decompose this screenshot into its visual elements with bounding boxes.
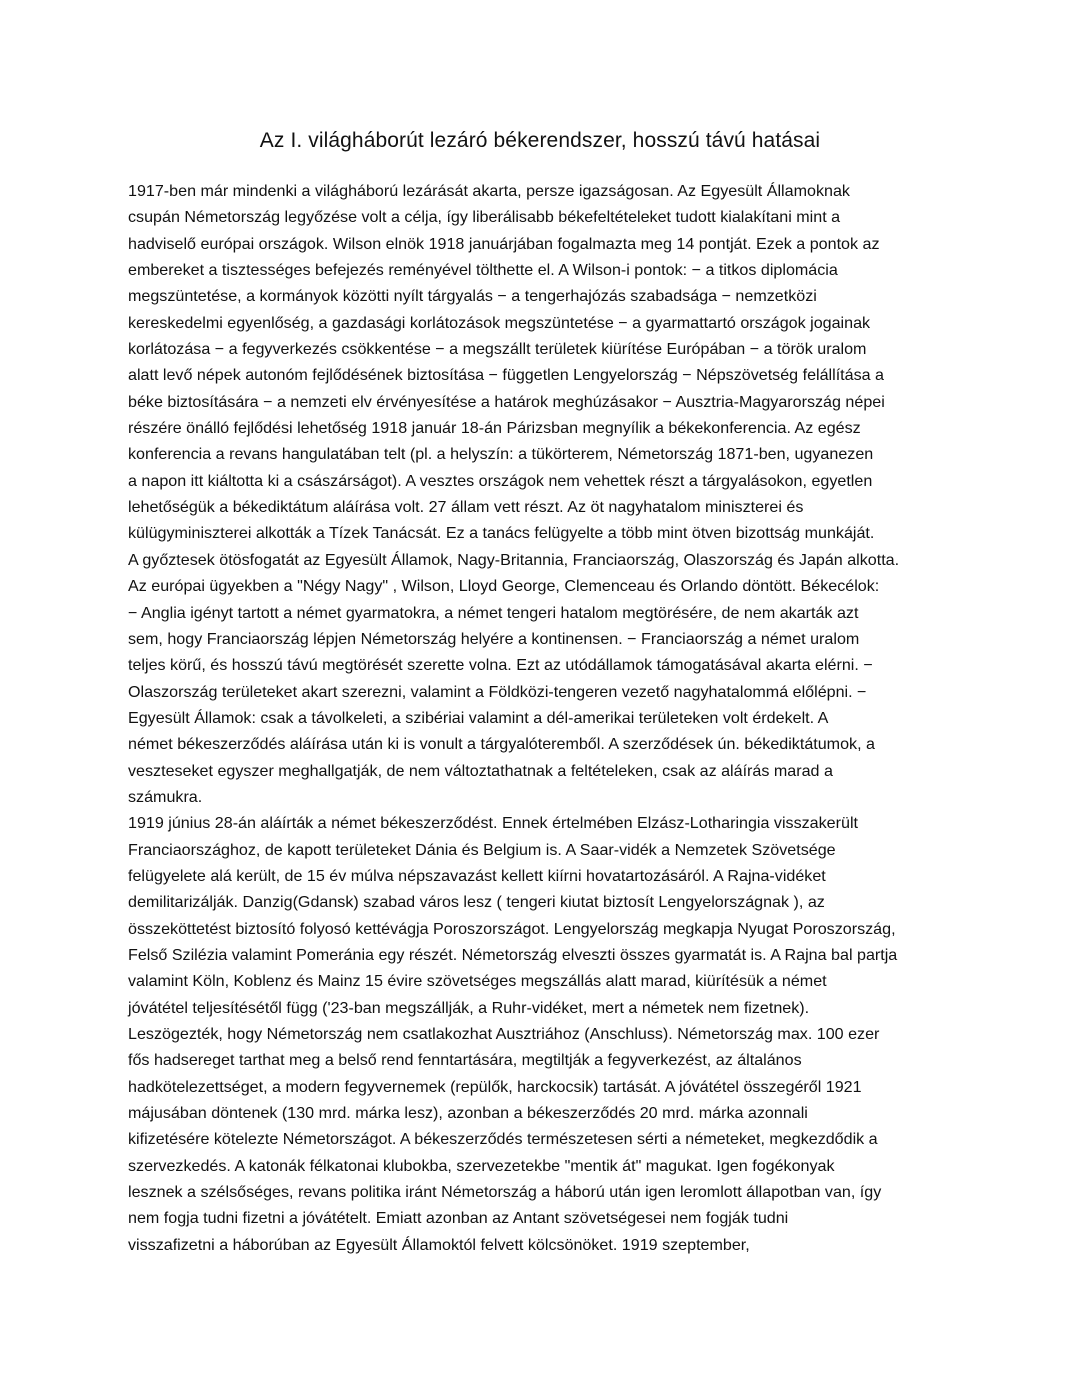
text-line: részére önálló fejlődési lehetőség 1918 január 18-án Párizsban megnyílik a békekonferencia. Az egész	[128, 419, 861, 438]
text-line: Olaszország területeket akart szerezni, valamint a Földközi-tengeren vezető nagyhatalommá előlépni. −	[128, 682, 867, 701]
text-line: szervezkedés. A katonák félkatonai klubokba, szervezetekbe "mentik át" magukat. Igen fogékonyak	[128, 1156, 835, 1175]
text-line: számukra.	[128, 787, 203, 806]
paragraph	[128, 810, 958, 1258]
text-line: − Anglia igényt tartott a német gyarmatokra, a német tengeri hatalom megtörésére, de nem akarták azt	[128, 603, 859, 622]
document-body	[128, 178, 958, 1258]
text-line: demilitarizálják. Danzig(Gdansk) szabad város lesz ( tengeri kiutat biztosít Lengyelországnak ), az	[128, 893, 825, 912]
text-line: a napon itt kiáltotta ki a császárságot). A vesztes országok nem vehettek részt a tárgyalásokon, egyetlen	[128, 471, 873, 490]
text-line: kifizetésére kötelezte Németországot. A békeszerződés természetesen sérti a németeket, megkezdődik a	[128, 1130, 878, 1149]
text-line: Felső Szilézia valamint Pomeránia egy részét. Németország elveszti összes gyarmatát is. A Rajna bal partja	[128, 945, 898, 964]
text-line: Az európai ügyekben a "Négy Nagy" , Wilson, Lloyd George, Clemenceau és Orlando döntött. Békecélok:	[128, 577, 880, 596]
text-line: jóvátétel teljesítésétől függ ('23-ban megszállják, a Ruhr-vidéket, mert a németek nem fizetnek).	[128, 998, 810, 1017]
text-line: külügyminiszterei alkották a Tízek Tanácsát. Ez a tanács felügyelte a több mint ötven bizottság munkáját.	[128, 524, 875, 543]
text-line: megszüntetése, a kormányok közötti nyílt tárgyalás − a tengerhajózás szabadsága − nemzetközi	[128, 287, 817, 306]
paragraph	[128, 178, 958, 810]
text-line: Egyesült Államok: csak a távolkeleti, a szibériai valamint a dél-amerikai területeken volt érdekelt. A	[128, 708, 829, 727]
text-line: teljes körű, és hosszú távú megtörését szerette volna. Ezt az utódállamok támogatásával akarta elérni. −	[128, 656, 873, 675]
text-line: nem fogja tudni fizetni a jóvátételt. Emiatt azonban az Antant szövetségesei nem fogják tudni	[128, 1209, 789, 1228]
text-line: visszafizetni a háborúban az Egyesült Államoktól felvett kölcsönöket. 1919 szeptember,	[128, 1235, 750, 1254]
text-line: béke biztosítására − a nemzeti elv érvényesítése a határok meghúzásakor − Ausztria-Magyarország népei	[128, 392, 885, 411]
text-line: hadkötelezettséget, a modern fegyvernemek (repülők, harckocsik) tartását. A jóvátétel összegéről 1921	[128, 1077, 862, 1096]
text-line: Leszögezték, hogy Németország nem csatlakozhat Ausztriához (Anschluss). Németország max. 100 ezer	[128, 1025, 880, 1043]
text-line: lesznek a szélsőséges, revans politika iránt Németország a háború után igen leromlott állapotban van, így	[128, 1183, 882, 1202]
text-line: lehetőségük a békediktátum aláírása volt. 27 állam vett részt. Az öt nagyhatalom miniszterei és	[128, 498, 804, 517]
text-line: sem, hogy Franciaország lépjen Németország helyére a kontinensen. − Franciaország a német uralom	[128, 629, 860, 648]
text-line: májusában döntenek (130 mrd. márka lesz), azonban a békeszerződés 20 mrd. márka azonnali	[128, 1104, 808, 1123]
text-line: összeköttetést biztosító folyosó kettévágja Poroszországot. Lengyelország megkapja Nyugat Poroszország,	[128, 919, 896, 938]
document-title: Az I. világháborút lezáró békerendszer, hosszú távú hatásai	[259, 129, 821, 152]
text-line: 1917-ben már mindenki a világháború lezárását akarta, persze igazságosan. Az Egyesült Államoknak	[128, 182, 850, 200]
text-line: 1919 június 28-án aláírták a német békeszerződést. Ennek értelmében Elzász-Lotharingia visszakerült	[128, 814, 858, 833]
text-line: hadviselő európai országok. Wilson elnök 1918 januárjában fogalmazta meg 14 pontját. Ezek a pontok az	[128, 234, 880, 253]
text-line: fős hadsereget tarthat meg a belső rend fenntartására, megtiltják a fegyverkezést, az általános	[128, 1051, 802, 1070]
text-line: kereskedelmi egyenlőség, a gazdasági korlátozások megszüntetése − a gyarmattartó országok jogainak	[128, 313, 871, 332]
text-line: német békeszerződés aláírása után ki is vonult a tárgyalóteremből. A szerződések ún. békediktátumok, a	[128, 735, 875, 754]
text-line: felügyelete alá került, de 15 év múlva népszavazást kellett kiírni hovatartozásáról. A Rajna-vidéket	[128, 866, 826, 885]
text-line: korlátozása − a fegyverkezés csökkentése − a megszállt területek kiürítése Európában − a török uralom	[128, 340, 867, 359]
text-line: embereket a tisztességes befejezés reményével tölthette el. A Wilson-i pontok: − a titkos diplomácia	[128, 261, 838, 280]
text-line: veszteseket egyszer meghallgatják, de nem változtathatnak a feltételeken, csak az aláírás marad a	[128, 761, 833, 780]
text-line: alatt levő népek autonóm fejlődésének biztosítása − független Lengyelország − Népszövetség felállítása a	[128, 366, 885, 385]
text-line: konferencia a revans hangulatában telt (pl. a helyszín: a tükörterem, Németország 1871-ben, ugyanezen	[128, 445, 874, 464]
text-line: csupán Németország legyőzése volt a célja, így liberálisabb békefeltételeket tudott kialakítani mint a	[128, 208, 841, 227]
text-line: Franciaországhoz, de kapott területeket Dánia és Belgium is. A Saar-vidék a Nemzetek Szövetsége	[128, 840, 836, 859]
text-line: valamint Köln, Koblenz és Mainz 15 évire szövetséges megszállás alatt marad, kiürítésük a német	[128, 972, 827, 991]
text-line: A győztesek ötösfogatát az Egyesült Államok, Nagy-Britannia, Franciaország, Olaszország és Japán alkotta.	[128, 550, 900, 569]
